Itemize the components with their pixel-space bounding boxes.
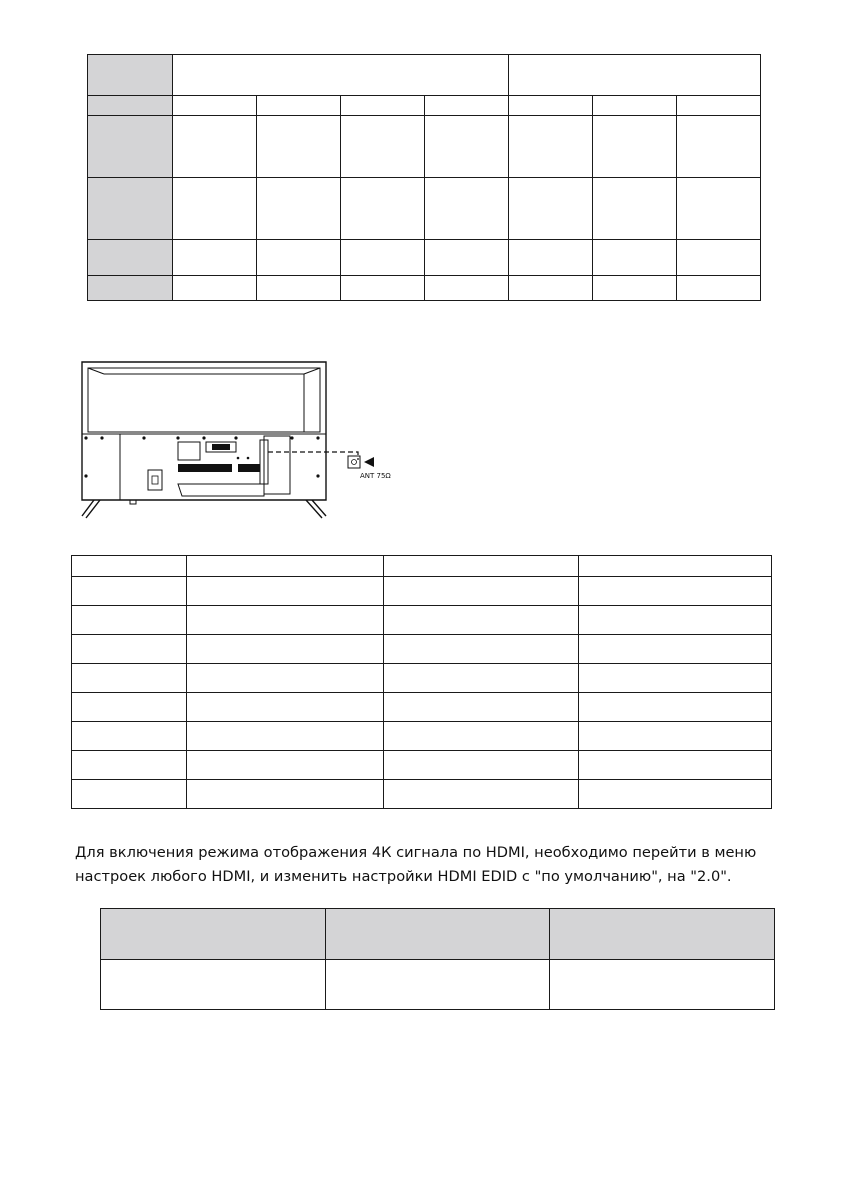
- spec-table: [87, 54, 761, 301]
- table-cell: [579, 606, 772, 635]
- table-row: [88, 96, 761, 116]
- table-cell: [72, 664, 187, 693]
- table-row: [72, 722, 772, 751]
- tv-inner-panel: [104, 374, 304, 432]
- table-cell: [509, 116, 593, 178]
- table-cell: [593, 96, 677, 116]
- table-cell: [187, 606, 384, 635]
- table-cell: [384, 693, 579, 722]
- table-cell: [341, 116, 425, 178]
- tv-rear-panel-diagram: [78, 358, 418, 528]
- table-cell: [509, 96, 593, 116]
- table-cell: [384, 751, 579, 780]
- table-cell: [384, 577, 579, 606]
- connector-table: [71, 555, 772, 809]
- table-cell: [72, 780, 187, 809]
- table-cell: [88, 240, 173, 276]
- table-cell: [72, 556, 187, 577]
- table-row: [72, 780, 772, 809]
- antenna-label: ANT 75Ω: [360, 472, 391, 480]
- table-row: [72, 693, 772, 722]
- table-cell: [593, 116, 677, 178]
- power-socket-icon: [148, 470, 162, 490]
- table-cell: [187, 780, 384, 809]
- bottom-table: [100, 908, 775, 1010]
- table-cell: [425, 116, 509, 178]
- table-row: [88, 178, 761, 240]
- table-cell: [341, 96, 425, 116]
- table-cell: [187, 635, 384, 664]
- table-cell: [593, 240, 677, 276]
- table-cell: [325, 960, 550, 1010]
- table-cell: [550, 960, 775, 1010]
- table-cell: [425, 276, 509, 301]
- table-row: [88, 116, 761, 178]
- table-cell: [384, 722, 579, 751]
- table-cell: [101, 960, 326, 1010]
- table-cell: [187, 577, 384, 606]
- table-cell: [579, 577, 772, 606]
- table-cell: [187, 722, 384, 751]
- table-cell: [187, 556, 384, 577]
- table-cell: [384, 664, 579, 693]
- table-cell: [88, 96, 173, 116]
- table-cell: [593, 178, 677, 240]
- table-cell: [257, 96, 341, 116]
- vent-grille: [238, 464, 260, 472]
- table-cell: [88, 276, 173, 301]
- table-cell: [173, 178, 257, 240]
- table-row: [72, 635, 772, 664]
- table-cell: [550, 909, 775, 960]
- table-row: [101, 960, 775, 1010]
- table-row: [88, 55, 761, 96]
- vent-grille: [178, 464, 232, 472]
- tv-body-outline: [82, 362, 326, 500]
- connector-port: [178, 442, 200, 460]
- table-cell: [173, 276, 257, 301]
- antenna-cable-line: [268, 452, 358, 460]
- table-cell: [101, 909, 326, 960]
- table-cell: [187, 751, 384, 780]
- table-row: [72, 664, 772, 693]
- bracket: [178, 484, 264, 496]
- table-cell: [579, 722, 772, 751]
- table-cell: [173, 240, 257, 276]
- table-cell: [384, 556, 579, 577]
- table-cell: [677, 276, 761, 301]
- table-cell: [341, 240, 425, 276]
- table-cell: [579, 780, 772, 809]
- table-cell: [72, 606, 187, 635]
- tv-inner-frame: [88, 368, 320, 432]
- table-cell: [173, 96, 257, 116]
- table-cell: [579, 693, 772, 722]
- antenna-socket-icon: [348, 456, 360, 468]
- table-cell: [187, 664, 384, 693]
- table-cell: [579, 556, 772, 577]
- table-cell: [425, 240, 509, 276]
- table-cell: [257, 240, 341, 276]
- table-cell: [579, 635, 772, 664]
- table-cell: [677, 240, 761, 276]
- table-cell: [384, 606, 579, 635]
- table-cell: [579, 751, 772, 780]
- table-cell: [509, 178, 593, 240]
- table-row: [72, 751, 772, 780]
- table-cell: [341, 276, 425, 301]
- table-cell: [677, 96, 761, 116]
- table-row: [88, 240, 761, 276]
- table-cell: [187, 693, 384, 722]
- table-cell: [425, 178, 509, 240]
- hdmi-edid-note: Для включения режима отображения 4К сигнала по HDMI, необходимо перейти в меню настроек любого HDMI, и изменить настройки HDMI EDID с "по умолчанию", на "2.0".: [75, 843, 757, 885]
- table-cell: [72, 635, 187, 664]
- table-cell: [72, 693, 187, 722]
- table-cell: [257, 276, 341, 301]
- table-row: [72, 606, 772, 635]
- table-cell: [677, 116, 761, 178]
- table-cell: [509, 55, 761, 96]
- table-row: [101, 909, 775, 960]
- table-cell: [88, 55, 173, 96]
- table-cell: [72, 577, 187, 606]
- table-cell: [341, 178, 425, 240]
- table-cell: [593, 276, 677, 301]
- table-cell: [325, 909, 550, 960]
- arrow-left-icon: [364, 457, 374, 467]
- table-cell: [677, 178, 761, 240]
- table-cell: [384, 635, 579, 664]
- table-cell: [257, 116, 341, 178]
- table-cell: [509, 240, 593, 276]
- table-cell: [173, 116, 257, 178]
- table-row: [72, 577, 772, 606]
- table-row: [88, 276, 761, 301]
- table-cell: [257, 178, 341, 240]
- table-cell: [72, 751, 187, 780]
- table-cell: [579, 664, 772, 693]
- table-cell: [72, 722, 187, 751]
- table-row: [72, 556, 772, 577]
- table-cell: [509, 276, 593, 301]
- table-cell: [88, 116, 173, 178]
- table-cell: [173, 55, 509, 96]
- table-cell: [425, 96, 509, 116]
- table-cell: [384, 780, 579, 809]
- table-cell: [88, 178, 173, 240]
